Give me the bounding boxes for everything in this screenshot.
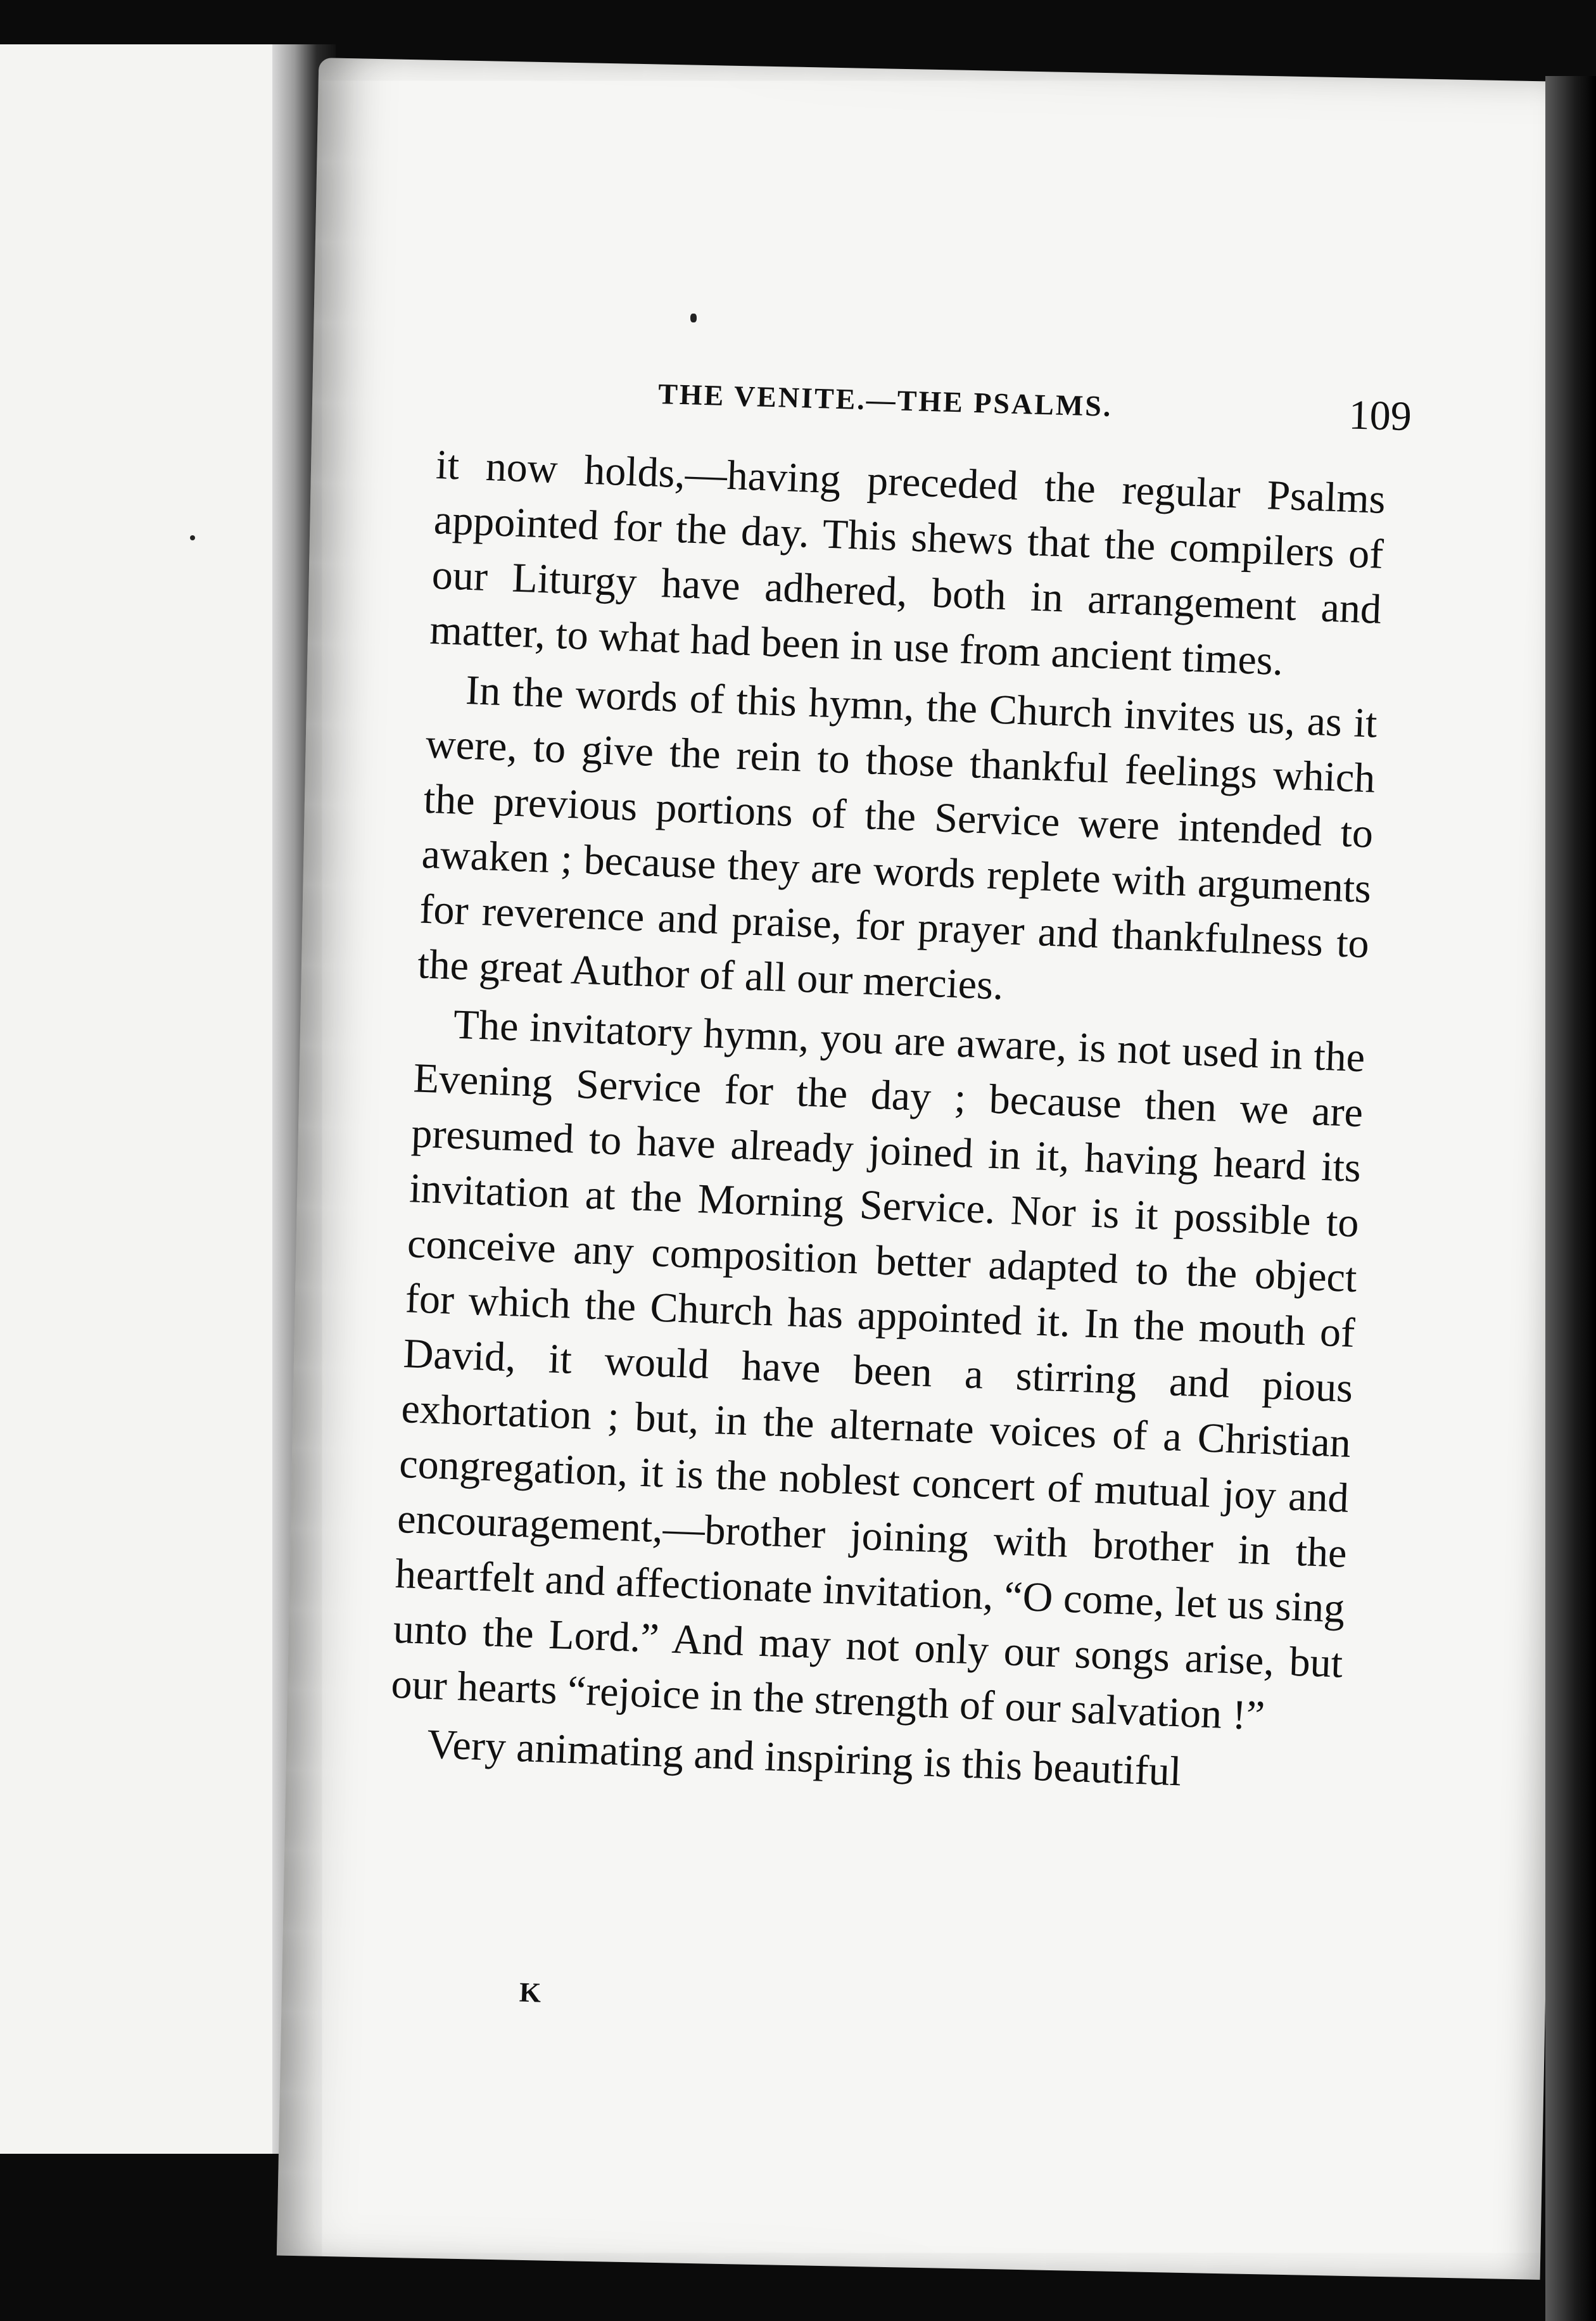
previous-page (0, 44, 298, 2154)
right-page-edge (1545, 76, 1596, 2321)
signature-mark: K (519, 1976, 542, 2009)
paragraph: The invitatory hymn, you are aware, is not used in the Evening Service for the day ; because then we are presumed to have already joined in it, having heard its invitation at the Morning Service. Nor is it possible to conceive any composition better adapted to the object for which the Church has appointed it. In the mouth of David, it would have been a stirring and pious exhortation ; but, in the alternate voices of a Christian congregation, it is the noblest concert of mutual joy and encouragement,—brother joining with brother in the heartfelt and affectionate invitation, “O come, let us sing unto the Lord.” And may not only our songs arise, but our hearts “rejoice in the strength of our salvation !” (390, 1001, 1366, 1739)
print-speck (690, 314, 697, 322)
paragraph: In the words of this hymn, the Church invites us, as it were, to give the rein to those thankful feelings which the previous portions of the Service were intended to awaken ; because they are words replete with arguments for reverence and praise, for prayer and thankfulness to the great Author of all our mercies. (417, 666, 1378, 1009)
paragraph: it now holds,—having preceded the regular Psalms appointed for the day. This shews that the compilers of our Liturgy have adhered, both in arrangement and matter, to what had been in use from ancient times. (429, 441, 1386, 685)
print-speck (190, 535, 195, 540)
paragraph: Very animating and inspiring is this beautiful (426, 1720, 1182, 1795)
page-body (388, 437, 1386, 1805)
page-number: 109 (1348, 391, 1412, 440)
running-head: THE VENITE.—THE PSALMS. (657, 377, 1113, 423)
